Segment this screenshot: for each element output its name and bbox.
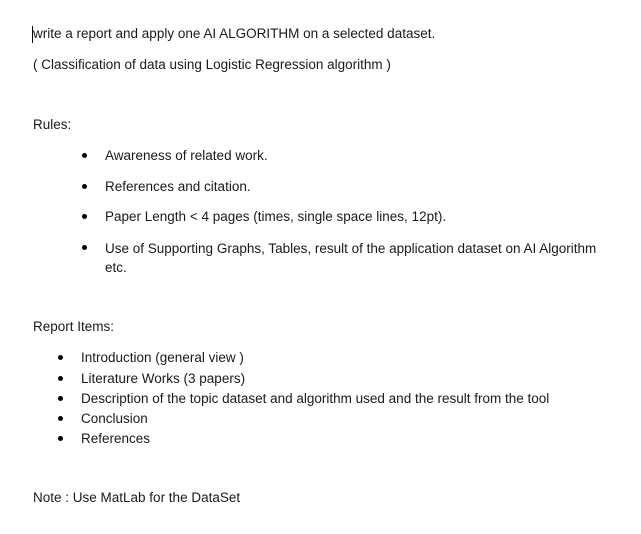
document-subheading: ( Classification of data using Logistic Regression algorithm ) xyxy=(33,57,391,72)
bullet-icon xyxy=(82,184,87,189)
report-item-text: Introduction (general view ) xyxy=(81,350,244,365)
rule-text: References and citation. xyxy=(105,179,251,194)
bullet-icon xyxy=(58,436,63,441)
bullet-icon xyxy=(58,355,63,360)
note-text: Note : Use MatLab for the DataSet xyxy=(33,490,241,505)
rule-text: Awareness of related work. xyxy=(105,148,268,163)
bullet-icon xyxy=(58,396,63,401)
rule-text: Paper Length < 4 pages (times, single space lines, 12pt). xyxy=(105,209,447,224)
report-item-text: Description of the topic dataset and algorithm used and the result from the tool xyxy=(81,391,550,406)
rule-text: Use of Supporting Graphs, Tables, result of the application dataset on AI Algorithm etc. xyxy=(105,241,597,275)
document-heading: write a report and apply one AI ALGORITHM on a selected dataset. xyxy=(33,26,436,41)
bullet-icon xyxy=(58,376,63,381)
bullet-icon xyxy=(82,245,87,250)
report-item-text: Conclusion xyxy=(81,411,148,426)
bullet-icon xyxy=(82,153,87,158)
bullet-icon xyxy=(82,214,87,219)
rules-label: Rules: xyxy=(33,117,72,132)
report-item-text: References xyxy=(81,431,151,446)
report-item-text: Literature Works (3 papers) xyxy=(81,371,246,386)
bullet-icon xyxy=(58,416,63,421)
report-items-label: Report Items: xyxy=(33,319,115,334)
